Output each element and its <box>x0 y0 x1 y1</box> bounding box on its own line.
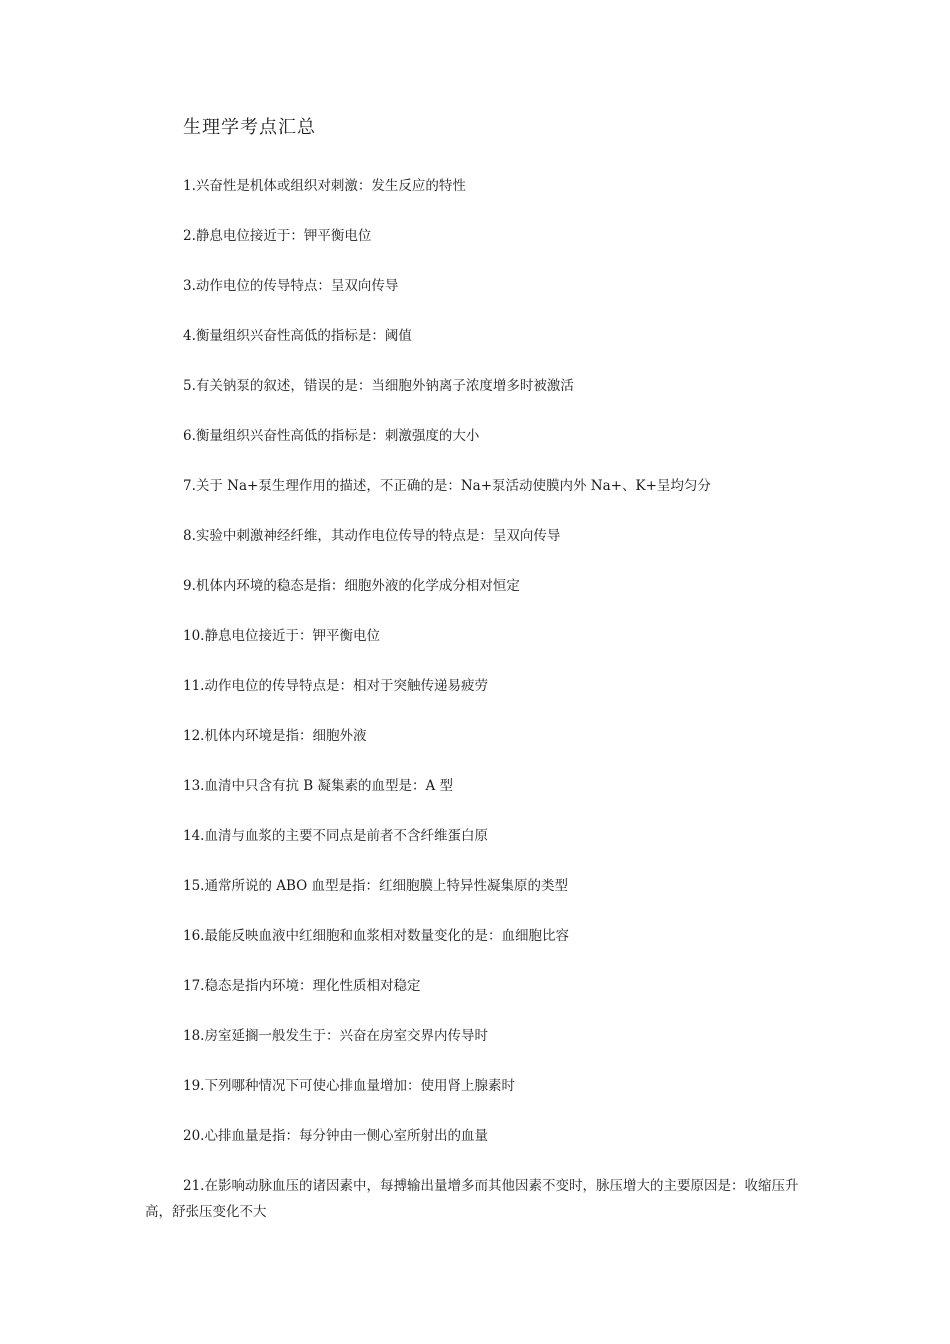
list-item: 3.动作电位的传导特点：呈双向传导 <box>183 278 399 294</box>
list-item: 13.血清中只含有抗 B 凝集素的血型是：A 型 <box>183 778 454 794</box>
list-item: 8.实验中刺激神经纤维，其动作电位传导的特点是：呈双向传导 <box>183 528 561 544</box>
list-item: 9.机体内环境的稳态是指：细胞外液的化学成分相对恒定 <box>183 578 520 594</box>
list-item: 2.静息电位接近于：钾平衡电位 <box>183 228 372 244</box>
list-item: 5.有关钠泵的叙述，错误的是：当细胞外钠离子浓度增多时被激活 <box>183 378 574 394</box>
list-item: 7.关于 Na+泵生理作用的描述，不正确的是：Na+泵活动使膜内外 Na+、K+呈均匀分 <box>183 478 711 494</box>
list-item: 17.稳态是指内环境：理化性质相对稳定 <box>183 978 421 994</box>
list-item: 18.房室延搁一般发生于：兴奋在房室交界内传导时 <box>183 1028 488 1044</box>
document-title: 生理学考点汇总 <box>183 117 316 138</box>
list-item: 10.静息电位接近于：钾平衡电位 <box>183 628 380 644</box>
list-item: 11.动作电位的传导特点是：相对于突触传递易疲劳 <box>183 678 488 694</box>
list-item: 15.通常所说的 ABO 血型是指：红细胞膜上特异性凝集原的类型 <box>183 878 569 894</box>
list-item: 12.机体内环境是指：细胞外液 <box>183 728 367 744</box>
list-item: 20.心排血量是指：每分钟由一侧心室所射出的血量 <box>183 1128 488 1144</box>
list-item: 14.血清与血浆的主要不同点是前者不含纤维蛋白原 <box>183 828 488 844</box>
list-item: 6.衡量组织兴奋性高低的指标是：刺激强度的大小 <box>183 428 480 444</box>
list-item: 21.在影响动脉血压的诸因素中，每搏输出量增多而其他因素不变时，脉压增大的主要原因是：收缩压升高，舒张压变化不大 <box>145 1178 799 1220</box>
list-item: 16.最能反映血液中红细胞和血浆相对数量变化的是：血细胞比容 <box>183 928 569 944</box>
list-item: 19.下列哪种情况下可使心排血量增加：使用肾上腺素时 <box>183 1078 515 1094</box>
point-list <box>0 175 950 1225</box>
list-item: 1.兴奋性是机体或组织对刺激：发生反应的特性 <box>183 178 466 194</box>
list-item: 4.衡量组织兴奋性高低的指标是：阈值 <box>183 328 412 344</box>
